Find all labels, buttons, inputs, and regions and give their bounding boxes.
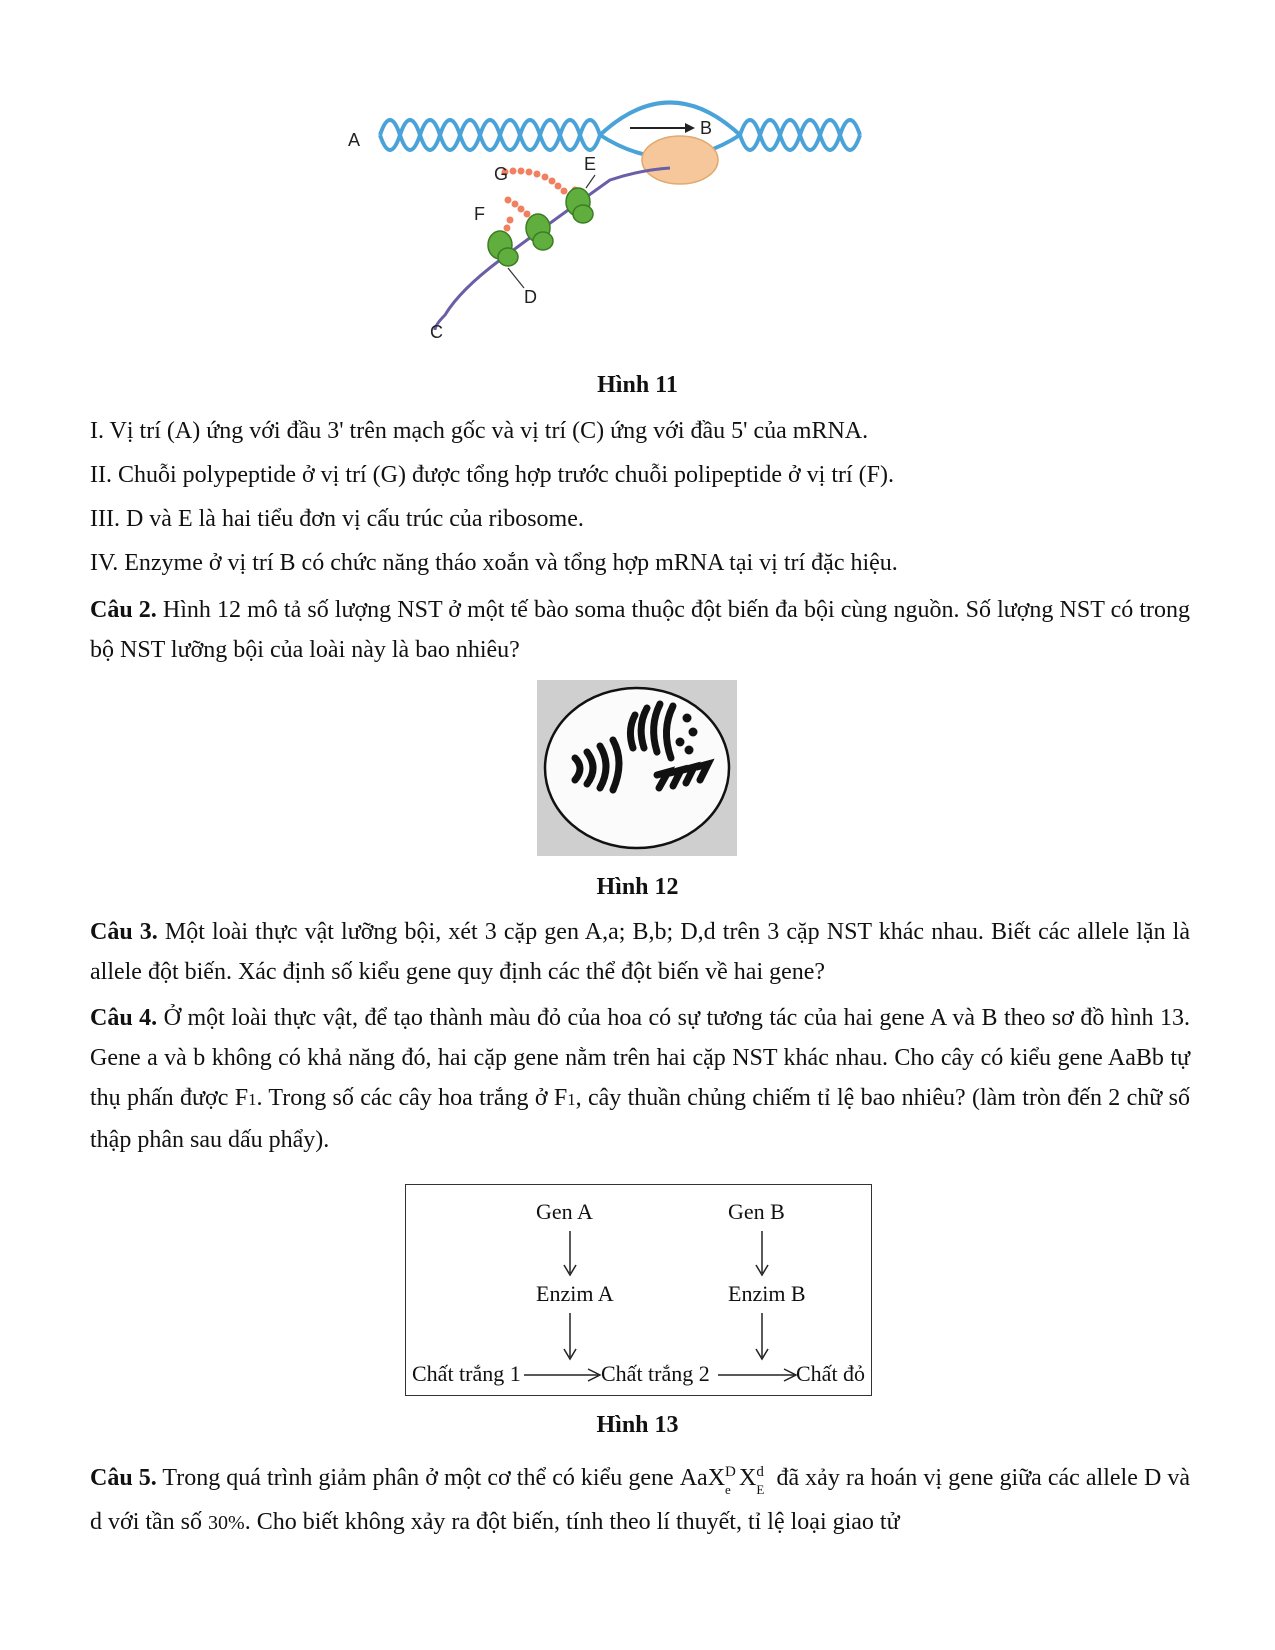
enzim-b-label: Enzim B (728, 1281, 806, 1306)
dna-helix-left (380, 120, 600, 150)
question-4 (90, 998, 1190, 1160)
question-4-text-3: , cây thuần chủng chiếm tỉ lệ bao nhiêu? (làm tròn đến 2 chữ số thập phân sau dấu phẩy). (90, 1085, 1190, 1153)
label-a: A (348, 130, 361, 150)
enzim-a-label: Enzim A (536, 1281, 614, 1306)
question-2-label: Câu 2. (90, 597, 157, 623)
red-substance: Chất đỏ (796, 1361, 866, 1386)
question-5-label: Câu 5. (90, 1465, 157, 1491)
figure-13 (405, 1184, 872, 1396)
white-substance-2: Chất trắng 2 (601, 1361, 710, 1386)
mrna-strand (435, 168, 670, 330)
question-2-text: Hình 12 mô tả số lượng NST ở một tế bào soma thuộc đột biến đa bội cùng nguồn. Số lượng NST có trong bộ NST lưỡng bội của loài này là bao nhiêu? (90, 597, 1190, 663)
question-5-text-3: . Cho biết không xảy ra đột biến, tính theo lí thuyết, tỉ lệ loại giao tử (244, 1509, 900, 1535)
figure-12-caption: Hình 12 (596, 874, 679, 900)
white-substance-1: Chất trắng 1 (412, 1361, 521, 1386)
question-4-f1-b: F1 (553, 1085, 576, 1111)
question-3-text: Một loài thực vật lưỡng bội, xét 3 cặp gen A,a; B,b; D,d trên 3 cặp NST khác nhau. Biết các allele lặn là allele đột biến. Xác định số kiểu gene quy định các thể đột biến về hai gene? (90, 919, 1191, 985)
statement-1: I. Vị trí (A) ứng với đầu 3' trên mạch gốc và vị trí (C) ứng với đầu 5' của mRNA. (90, 418, 869, 444)
figure-13-caption: Hình 13 (596, 1412, 679, 1438)
label-e: E (584, 154, 597, 174)
label-g: G (494, 164, 509, 184)
figure-11 (340, 80, 940, 365)
question-4-label: Câu 4. (90, 1005, 158, 1031)
question-4-text-1: Ở một loài thực vật, để tạo thành màu đỏ của hoa có sự tương tác của hai gene A và B theo sơ đồ hình 13. Gene a và b không có khả năng đó, hai cặp gene nằm trên hai cặp NST khác nhau. Cho cây có kiểu gene AaBb tự thụ phấn được (90, 1005, 1190, 1111)
question-3 (90, 912, 1190, 992)
transcription-translation-diagram (340, 80, 940, 365)
question-5-text-2: đã xảy ra hoán vị gene giữa các allele D và d với tần số (90, 1465, 1190, 1535)
statement-3: III. D và E là hai tiểu đơn vị cấu trúc của ribosome. (90, 506, 584, 532)
rna-polymerase (642, 136, 718, 184)
question-5 (90, 1456, 1190, 1545)
cell-chromosome-diagram (537, 680, 737, 856)
genotype-formula: AaX D e X d E (679, 1464, 765, 1497)
recombination-frequency: 30% (208, 1512, 245, 1534)
question-4-text-2: . Trong số các cây hoa trắng ở (256, 1085, 554, 1111)
question-3-label: Câu 3. (90, 919, 158, 945)
question-4-f1: F1 (234, 1085, 257, 1111)
figure-11-caption: Hình 11 (597, 372, 678, 398)
statement-4: IV. Enzyme ở vị trí B có chức năng tháo xoắn và tổng hợp mRNA tại vị trí đặc hiệu. (90, 550, 898, 576)
figure-13-arrows (406, 1185, 871, 1395)
label-b: B (700, 118, 713, 138)
label-d: D (524, 287, 537, 307)
dna-helix-right (740, 120, 860, 150)
statement-2: II. Chuỗi polypeptide ở vị trí (G) được tổng hợp trước chuỗi polipeptide ở vị trí (F). (90, 462, 895, 488)
gen-a-label: Gen A (536, 1199, 593, 1224)
figure-12 (537, 680, 737, 856)
gen-b-label: Gen B (728, 1199, 785, 1224)
question-5-text-1: Trong quá trình giảm phân ở một cơ thể có kiểu gene (156, 1465, 680, 1491)
question-2 (90, 590, 1190, 670)
label-c: C (430, 322, 443, 342)
label-f: F (474, 204, 485, 224)
